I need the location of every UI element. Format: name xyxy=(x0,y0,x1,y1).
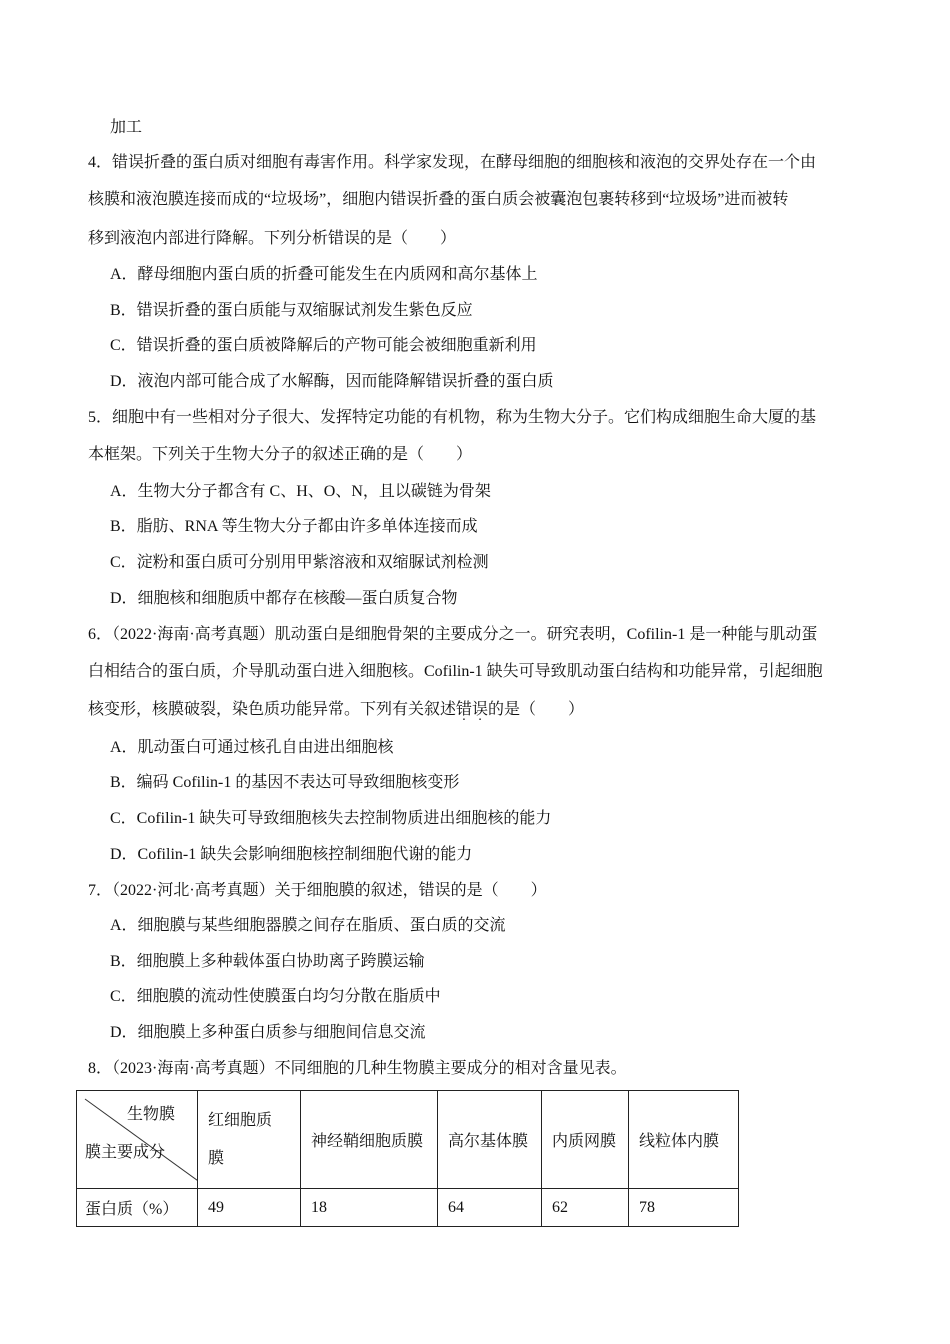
q4-option-c[interactable]: C．错误折叠的蛋白质被降解后的产物可能会被细胞重新利用 xyxy=(110,337,537,354)
cell-schwann-protein: 18 xyxy=(301,1189,438,1227)
cell-golgi-protein: 64 xyxy=(438,1189,542,1227)
q5-stem-line-1: 5．细胞中有一些相对分子很大、发挥特定功能的有机物，称为生物大分子。它们构成细胞生命大厦的基 xyxy=(88,409,817,426)
cell-mito-protein: 78 xyxy=(629,1189,739,1227)
q4-option-b[interactable]: B．错误折叠的蛋白质能与双缩脲试剂发生紫色反应 xyxy=(110,302,473,319)
q6-stem-line-3-post: 的是（ ） xyxy=(488,701,585,718)
col-header-rbc-membrane xyxy=(198,1091,301,1189)
q6-stem-line-1: 6．（2022·海南·高考真题）肌动蛋白是细胞骨架的主要成分之一。研究表明，Cofilin-1 是一种能与肌动蛋 xyxy=(88,626,818,643)
col-header-er-membrane: 内质网膜 xyxy=(542,1091,629,1189)
q6-option-d[interactable]: D．Cofilin-1 缺失会影响细胞核控制细胞代谢的能力 xyxy=(110,846,473,863)
q6-option-a[interactable]: A．肌动蛋白可通过核孔自由进出细胞核 xyxy=(110,739,394,756)
q7-option-a[interactable]: A．细胞膜与某些细胞器膜之间存在脂质、蛋白质的交流 xyxy=(110,917,506,934)
row-label-protein: 蛋白质（%） xyxy=(77,1189,198,1227)
q7-stem: 7．（2022·河北·高考真题）关于细胞膜的叙述，错误的是（ ） xyxy=(88,882,547,899)
q4-option-d[interactable]: D．液泡内部可能合成了水解酶，因而能降解错误折叠的蛋白质 xyxy=(110,373,554,390)
q6-stem-line-3 xyxy=(88,700,584,720)
q5-option-b[interactable]: B．脂肪、RNA 等生物大分子都由许多单体连接而成 xyxy=(110,518,478,535)
q7-option-d[interactable]: D．细胞膜上多种蛋白质参与细胞间信息交流 xyxy=(110,1024,426,1041)
continuation-text: 加工 xyxy=(110,119,143,136)
col-header-mito-inner-membrane: 线粒体内膜 xyxy=(629,1091,739,1189)
q4-option-a[interactable]: A．酵母细胞内蛋白质的折叠可能发生在内质网和高尔基体上 xyxy=(110,266,538,283)
q4-stem-line-2: 核膜和液泡膜连接而成的“垃圾场”，细胞内错误折叠的蛋白质会被囊泡包裹转移到“垃圾场”进而被转 xyxy=(88,191,789,208)
q6-emphasis-char-2: 误 xyxy=(472,701,489,718)
q5-option-d[interactable]: D．细胞核和细胞质中都存在核酸—蛋白质复合物 xyxy=(110,590,458,607)
q8-stem: 8．（2023·海南·高考真题）不同细胞的几种生物膜主要成分的相对含量见表。 xyxy=(88,1060,627,1077)
q7-option-b[interactable]: B．细胞膜上多种载体蛋白协助离子跨膜运输 xyxy=(110,953,425,970)
cell-er-protein: 62 xyxy=(542,1189,629,1227)
q7-option-c[interactable]: C．细胞膜的流动性使膜蛋白均匀分散在脂质中 xyxy=(110,988,441,1005)
cell-rbc-protein: 49 xyxy=(198,1189,301,1227)
q4-stem-line-1: 4．错误折叠的蛋白质对细胞有毒害作用。科学家发现，在酵母细胞的细胞核和液泡的交界处存在一个由 xyxy=(88,154,817,171)
q5-option-a[interactable]: A．生物大分子都含有 C、H、O、N，且以碳链为骨架 xyxy=(110,483,491,500)
col-header-rbc-line-2: 膜 xyxy=(208,1149,225,1167)
q6-option-b[interactable]: B．编码 Cofilin-1 的基因不表达可导致细胞核变形 xyxy=(110,774,460,791)
corner-label-membrane: 生物膜 xyxy=(126,1106,175,1123)
membrane-composition-table xyxy=(76,1090,739,1227)
q5-stem-line-2: 本框架。下列关于生物大分子的叙述正确的是（ ） xyxy=(88,446,473,463)
q5-option-c[interactable]: C．淀粉和蛋白质可分别用甲紫溶液和双缩脲试剂检测 xyxy=(110,554,489,571)
q6-option-c[interactable]: C．Cofilin-1 缺失可导致细胞核失去控制物质进出细胞核的能力 xyxy=(110,810,552,827)
q6-stem-line-2: 白相结合的蛋白质，介导肌动蛋白进入细胞核。Cofilin-1 缺失可导致肌动蛋白结构和功能异常，引起细胞 xyxy=(88,663,823,680)
col-header-rbc-line-1: 红细胞质 xyxy=(208,1111,273,1129)
q4-stem-line-3: 移到液泡内部进行降解。下列分析错误的是（ ） xyxy=(88,230,457,247)
table-header-row xyxy=(77,1091,739,1189)
corner-label-component: 膜主要成分 xyxy=(85,1144,166,1161)
q6-emphasis-char-1: 错 xyxy=(456,701,473,718)
col-header-schwann-membrane: 神经鞘细胞质膜 xyxy=(301,1091,438,1189)
q6-stem-line-3-pre: 核变形，核膜破裂，染色质功能异常。下列有关叙述 xyxy=(88,701,457,718)
table-row xyxy=(77,1189,739,1227)
table-corner-cell xyxy=(77,1091,198,1189)
col-header-golgi-membrane: 高尔基体膜 xyxy=(438,1091,542,1189)
